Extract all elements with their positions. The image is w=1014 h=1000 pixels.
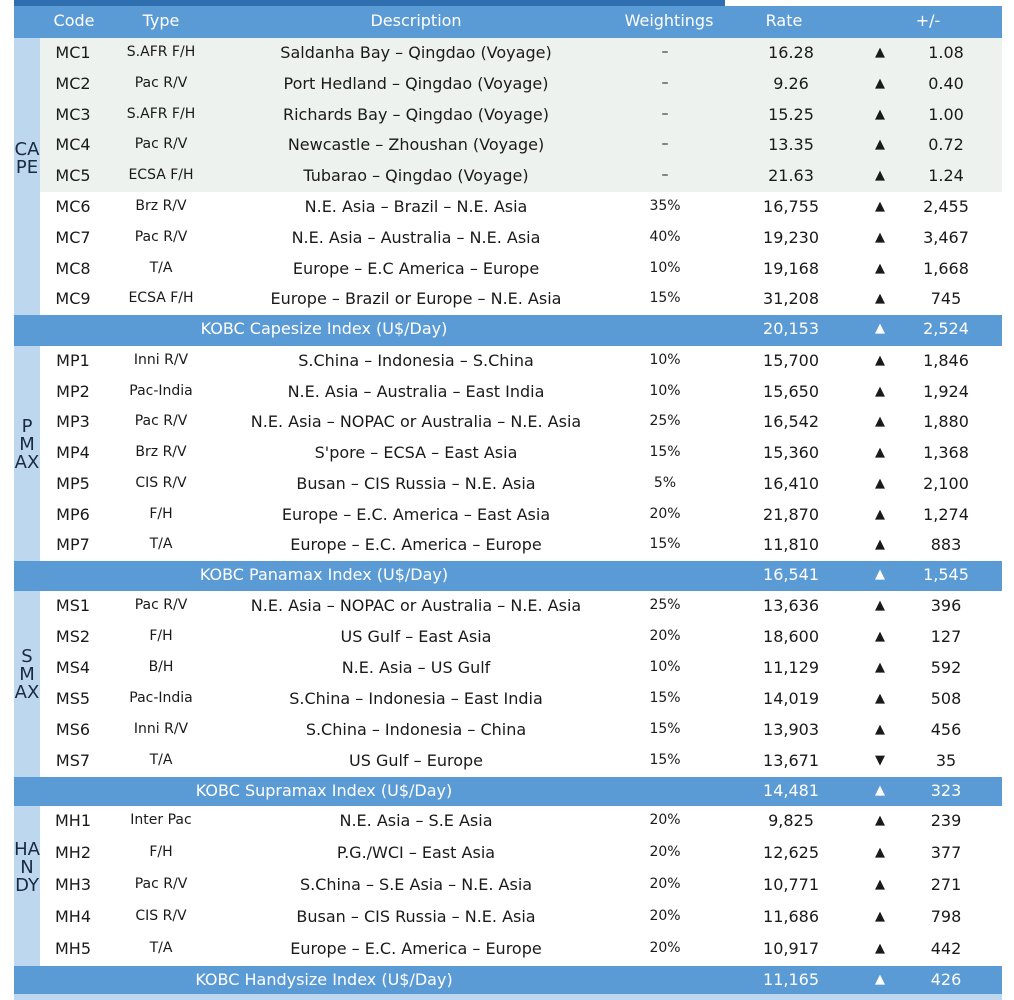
group-label: CAPE [14,139,40,178]
route-change: 1,368 [923,443,969,463]
route-type: T/A [149,536,173,553]
route-description: S.China – Indonesia – East India [289,689,543,708]
bottom-strip [14,994,1002,1000]
route-description: N.E. Asia – Australia – N.E. Asia [291,227,541,247]
route-type: CIS R/V [135,908,187,924]
up-arrow-icon: ▲ [875,353,885,368]
group-sidebar-cape [14,38,40,315]
group-label: HANDY [14,839,40,896]
table-row [40,902,1002,935]
up-arrow-icon: ▲ [875,567,885,582]
route-description: N.E. Asia – Brazil – N.E. Asia [304,197,528,216]
route-rate: 11,686 [763,907,819,926]
route-change: 271 [930,875,962,894]
route-rate: 15.25 [768,104,814,124]
route-weighting: 10% [649,382,681,399]
route-rate: 9,825 [768,811,814,830]
route-description: US Gulf – Europe [348,751,484,770]
route-rate: 13,671 [763,751,819,770]
index-rate: 20,153 [763,319,819,338]
route-code: MS2 [55,627,91,646]
index-rate: 11,165 [763,970,819,989]
route-rate: 21,870 [763,504,819,524]
route-type: T/A [149,752,173,768]
route-rate: 16,410 [763,473,819,493]
route-description: S.China – Indonesia – S.China [298,351,534,370]
up-arrow-icon: ▲ [875,722,885,737]
route-code: MP6 [56,504,90,524]
index-summary-row [14,777,1002,806]
index-change: 1,545 [923,565,969,584]
route-type: Brz R/V [135,444,187,461]
route-rate: 14,019 [763,689,819,708]
table-row [40,806,1002,839]
route-type: Inni R/V [133,352,189,368]
table-row [40,377,1002,408]
route-change: 1,274 [923,504,969,524]
index-change: 323 [930,781,962,800]
table-row [40,684,1002,716]
route-type: Pac R/V [134,876,188,892]
route-type: Brz R/V [135,198,187,214]
up-arrow-icon: ▲ [875,45,885,60]
up-arrow-icon: ▲ [875,229,885,245]
up-arrow-icon: ▲ [875,291,885,307]
route-description: S'pore – ECSA – East Asia [314,443,518,463]
route-change: 377 [930,843,962,862]
route-rate: 16,542 [763,412,819,432]
table-row [40,69,1002,100]
route-code: MP4 [56,443,90,463]
route-type: F/H [149,628,173,644]
index-name: KOBC Panamax Index (U$/Day) [199,565,449,584]
route-type: S.AFR F/H [126,105,196,122]
route-type: Pac R/V [134,413,188,430]
route-code: MS7 [55,751,91,770]
table-row [40,161,1002,192]
route-description: N.E. Asia – S.E Asia [339,811,493,830]
route-code: MC3 [55,104,91,124]
table-row [40,346,1002,377]
route-change: 1.00 [928,104,964,124]
route-code: MH1 [54,811,92,830]
route-change: 1,668 [923,258,969,278]
table-row [40,653,1002,685]
route-change: 2,100 [923,473,969,493]
route-rate: 11,129 [763,658,819,677]
route-change: 0.40 [928,73,964,93]
group-label: SMAX [14,646,40,703]
route-description: Europe – Brazil or Europe – N.E. Asia [270,289,562,309]
route-description: S.China – S.E Asia – N.E. Asia [299,875,533,894]
table-header [14,6,1002,38]
route-weighting: 10% [649,659,681,675]
route-change: 1,880 [923,412,969,432]
route-type: F/H [149,505,173,522]
route-change: 1,846 [923,351,969,370]
route-weighting: 10% [649,352,681,368]
table-row [40,591,1002,623]
route-description: Europe – E.C. America – East Asia [281,504,551,524]
table-row [40,500,1002,531]
route-weighting: 20% [649,908,681,924]
up-arrow-icon: ▲ [875,383,885,399]
route-code: MP5 [56,473,90,493]
up-arrow-icon: ▲ [875,598,885,613]
route-weighting: 15% [649,752,681,768]
route-description: N.E. Asia – US Gulf [341,658,491,677]
table-row [40,223,1002,254]
route-description: Busan – CIS Russia – N.E. Asia [296,907,536,926]
col-header-description: Description [370,11,462,30]
up-arrow-icon: ▲ [875,537,885,553]
route-code: MC5 [55,166,91,186]
col-header-code: Code [53,11,95,30]
route-description: S.China – Indonesia – China [305,720,527,739]
up-arrow-icon: ▲ [875,909,885,924]
route-code: MC6 [55,197,91,216]
route-change: 396 [930,596,962,615]
route-weighting: 20% [649,628,681,644]
route-change: 127 [930,627,962,646]
route-rate: 15,360 [763,443,819,463]
table-row [40,192,1002,223]
route-weighting: 25% [649,413,681,430]
right-margin [1002,6,1014,1000]
route-type: Pac-India [129,690,193,706]
route-type: F/H [149,844,173,860]
table-row [40,746,1002,778]
route-rate: 21.63 [768,166,814,186]
table-row [40,469,1002,500]
route-change: 35 [935,751,957,770]
up-arrow-icon: ▲ [875,199,885,214]
route-description: Newcastle – Zhoushan (Voyage) [287,135,545,155]
up-arrow-icon: ▲ [875,783,885,798]
route-type: Pac R/V [134,228,188,245]
table-row [40,870,1002,903]
index-rate: 16,541 [763,565,819,584]
up-arrow-icon: ▲ [875,506,885,522]
route-weighting: 25% [649,597,681,613]
route-weighting: 20% [649,940,681,956]
index-summary-row [14,561,1002,591]
route-code: MC4 [55,135,91,155]
route-code: MS4 [55,658,91,677]
route-description: Europe – E.C America – Europe [292,258,540,278]
up-arrow-icon: ▲ [875,75,885,91]
route-description: Port Hedland – Qingdao (Voyage) [283,73,549,93]
group-sidebar-handy [14,806,40,966]
index-name: KOBC Supramax Index (U$/Day) [195,781,453,800]
route-description: Europe – E.C. America – Europe [290,535,542,555]
group-label: PMAX [14,416,40,473]
route-weighting: 15% [649,444,681,461]
route-rate: 12,625 [763,843,819,862]
table-row [40,530,1002,561]
route-code: MS5 [55,689,91,708]
up-arrow-icon: ▲ [875,445,885,461]
route-code: MP3 [56,412,90,432]
route-code: MH2 [54,843,92,862]
route-rate: 31,208 [763,289,819,309]
route-weighting: 20% [649,876,681,892]
route-rate: 16.28 [768,43,814,62]
route-weighting: – [661,105,669,122]
table-row [40,130,1002,161]
group-sidebar-pmax [14,346,40,561]
route-rate: 19,168 [763,258,819,278]
route-rate: 11,810 [763,535,819,555]
table-row [40,38,1002,69]
route-weighting: – [661,167,669,184]
route-type: Pac R/V [134,597,188,613]
route-code: MC2 [55,73,91,93]
table-row [40,100,1002,131]
route-code: MH4 [54,907,92,926]
route-code: MC1 [55,43,91,62]
route-rate: 19,230 [763,227,819,247]
route-weighting: 40% [649,228,681,245]
index-name: KOBC Handysize Index (U$/Day) [195,970,453,989]
table-row [40,438,1002,469]
route-type: CIS R/V [135,474,187,491]
route-type: Inni R/V [133,721,189,737]
up-arrow-icon: ▲ [875,691,885,706]
route-code: MC9 [55,289,91,309]
index-change: 426 [930,970,962,989]
up-arrow-icon: ▲ [875,321,885,336]
table-row [40,838,1002,871]
route-change: 456 [930,720,962,739]
up-arrow-icon: ▲ [875,106,885,122]
route-change: 798 [930,907,962,926]
col-header-weightings: Weightings [624,11,714,30]
route-code: MP7 [56,535,90,555]
route-code: MS1 [55,596,91,615]
route-rate: 16,755 [763,197,819,216]
route-description: US Gulf – East Asia [340,627,492,646]
route-code: MC7 [55,227,91,247]
route-change: 1,924 [923,381,969,401]
route-change: 1.24 [928,166,964,186]
route-type: ECSA F/H [128,167,194,184]
route-rate: 13,636 [763,596,819,615]
group-sidebar-smax [14,591,40,777]
up-arrow-icon: ▲ [875,137,885,153]
route-type: T/A [149,940,173,956]
route-type: T/A [149,259,173,276]
route-description: Richards Bay – Qingdao (Voyage) [282,104,550,124]
route-description: Tubarao – Qingdao (Voyage) [303,166,529,186]
route-change: 2,455 [923,197,969,216]
up-arrow-icon: ▲ [875,168,885,184]
route-weighting: 15% [649,536,681,553]
up-arrow-icon: ▲ [875,414,885,430]
up-arrow-icon: ▲ [875,260,885,276]
route-change: 592 [930,658,962,677]
route-description: N.E. Asia – NOPAC or Australia – N.E. Asia [250,596,582,615]
route-weighting: – [661,44,669,60]
up-arrow-icon: ▲ [875,941,885,956]
route-type: B/H [148,659,174,675]
up-arrow-icon: ▲ [875,660,885,675]
route-weighting: 35% [649,198,681,214]
table-row [40,622,1002,654]
route-description: Busan – CIS Russia – N.E. Asia [296,473,536,493]
route-change: 239 [930,811,962,830]
route-change: 745 [930,289,962,309]
route-weighting: 15% [649,690,681,706]
route-description: N.E. Asia – Australia – East India [287,381,545,401]
route-rate: 18,600 [763,627,819,646]
route-code: MP1 [56,351,90,370]
up-arrow-icon: ▲ [875,813,885,828]
index-change: 2,524 [923,319,969,338]
route-type: S.AFR F/H [126,44,196,60]
route-change: 883 [930,535,962,555]
down-arrow-icon: ▼ [875,753,885,768]
route-weighting: 15% [649,721,681,737]
route-weighting: 5% [653,474,677,491]
route-change: 442 [930,939,962,958]
col-header-change: +/- [915,11,941,30]
index-rate: 14,481 [763,781,819,800]
route-type: Pac-India [129,382,193,399]
route-code: MS6 [55,720,91,739]
up-arrow-icon: ▲ [875,877,885,892]
route-type: Pac R/V [134,136,188,153]
route-change: 508 [930,689,962,708]
route-rate: 9.26 [773,73,809,93]
route-rate: 13.35 [768,135,814,155]
route-weighting: – [661,74,669,91]
route-rate: 10,917 [763,939,819,958]
table-row [40,715,1002,747]
route-description: N.E. Asia – NOPAC or Australia – N.E. Asia [250,412,582,432]
route-code: MC8 [55,258,91,278]
route-weighting: 20% [649,505,681,522]
route-weighting: 20% [649,844,681,860]
up-arrow-icon: ▲ [875,972,885,987]
route-code: MH5 [54,939,92,958]
index-summary-row [14,315,1002,346]
up-arrow-icon: ▲ [875,629,885,644]
route-code: MH3 [54,875,92,894]
route-description: P.G./WCI – East Asia [336,843,496,862]
route-weighting: – [661,136,669,153]
route-weighting: 10% [649,259,681,276]
route-change: 1.08 [928,43,964,62]
route-rate: 10,771 [763,875,819,894]
table-row [40,254,1002,285]
route-change: 0.72 [928,135,964,155]
up-arrow-icon: ▲ [875,845,885,860]
route-weighting: 15% [649,290,681,307]
col-header-type: Type [142,11,180,30]
route-weighting: 20% [649,812,681,828]
col-header-rate: Rate [765,11,803,30]
route-rate: 15,650 [763,381,819,401]
route-description: Europe – E.C. America – Europe [290,939,542,958]
route-change: 3,467 [923,227,969,247]
index-name: KOBC Capesize Index (U$/Day) [200,319,448,338]
up-arrow-icon: ▲ [875,475,885,491]
route-type: Pac R/V [134,74,188,91]
table-row [40,284,1002,315]
route-rate: 15,700 [763,351,819,370]
route-type: ECSA F/H [128,290,194,307]
route-rate: 13,903 [763,720,819,739]
index-summary-row [14,966,1002,994]
table-row [40,407,1002,438]
table-row [40,934,1002,967]
route-description: Saldanha Bay – Qingdao (Voyage) [280,43,552,62]
route-code: MP2 [56,381,90,401]
route-type: Inter Pac [130,812,192,828]
